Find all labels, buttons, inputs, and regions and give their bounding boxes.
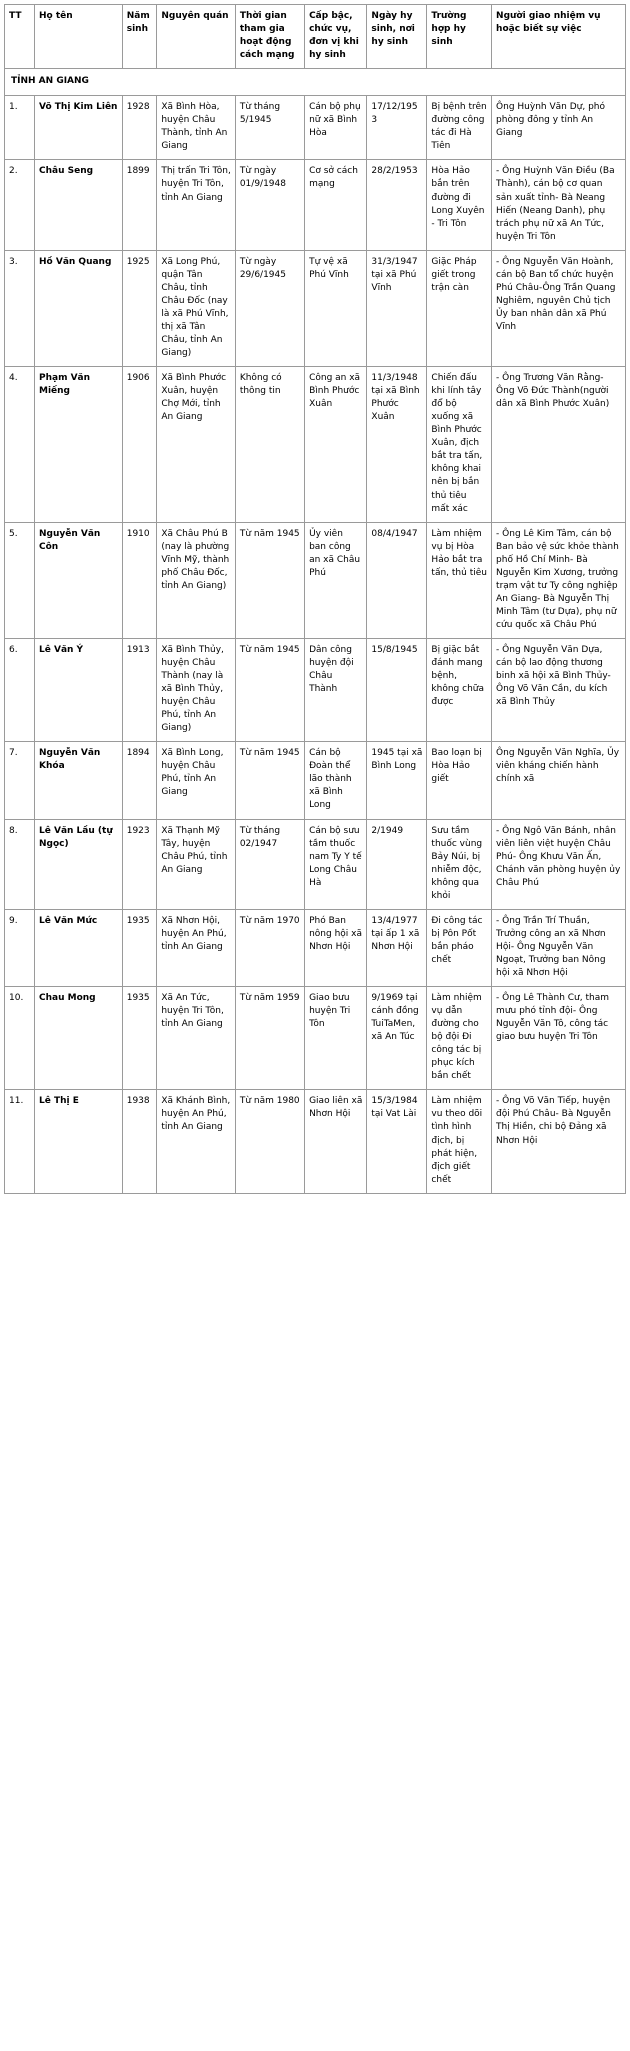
row-death-circumstance: Làm nhiệm vụ bị Hòa Hảo bắt tra tấn, thủ tiêu (427, 522, 492, 638)
row-activity-period: Từ năm 1945 (235, 638, 304, 741)
row-death-date-place: 17/12/1953 (367, 96, 427, 160)
row-activity-period: Từ tháng 5/1945 (235, 96, 304, 160)
table-header (5, 5, 626, 69)
row-activity-period: Từ năm 1980 (235, 1090, 304, 1193)
column-header-name: Họ tên (35, 5, 123, 69)
row-name: Hồ Văn Quang (35, 250, 123, 366)
row-witness: Ông Nguyễn Văn Nghĩa, Ủy viên kháng chiến hành chính xã (492, 742, 626, 819)
row-death-circumstance: Làm nhiệm vu theo dõi tình hình địch, bị phát hiện, địch giết chết (427, 1090, 492, 1193)
row-activity-period: Từ năm 1970 (235, 909, 304, 986)
table-row (5, 1090, 626, 1193)
row-origin: Xã Nhơn Hội, huyện An Phú, tỉnh An Giang (157, 909, 235, 986)
row-origin: Xã Khánh Bình, huyện An Phú, tỉnh An Giang (157, 1090, 235, 1193)
row-witness: - Ông Võ Văn Tiếp, huyện đội Phú Châu- Bà Nguyễn Thị Hiền, chi bộ Đảng xã Nhơn Hội (492, 1090, 626, 1193)
row-activity-period: Không có thông tin (235, 367, 304, 523)
row-death-date-place: 9/1969 tại cánh đồng TuiTaMen, xã An Túc (367, 987, 427, 1090)
row-origin: Xã Bình Phước Xuân, huyện Chợ Mới, tỉnh An Giang (157, 367, 235, 523)
row-name: Châu Seng (35, 160, 123, 250)
row-witness: - Ông Lê Kim Tâm, cán bộ Ban bảo vệ sức khỏe thành phố Hồ Chí Minh- Bà Nguyễn Kim Xương, trưởng trạm vật tư Ty công nghiệp An Giang- Bà Nguyễn Thị Minh Tâm (tư Dựa), phụ nữ cứu quốc xã Châu Phú (492, 522, 626, 638)
row-death-date-place: 15/8/1945 (367, 638, 427, 741)
row-death-date-place: 13/4/1977 tại ấp 1 xã Nhơn Hội (367, 909, 427, 986)
row-witness: - Ông Huỳnh Văn Điều (Ba Thành), cán bộ cơ quan sản xuất tỉnh- Bà Neang Hiến (Neang Danh), phụ trách phụ nữ xã An Tức, huyện Tri Tôn (492, 160, 626, 250)
row-index: 7. (5, 742, 35, 819)
row-rank-unit: Phó Ban nông hội xã Nhơn Hội (305, 909, 367, 986)
row-rank-unit: Cơ sở cách mạng (305, 160, 367, 250)
row-death-circumstance: Làm nhiệm vụ dẫn đường cho bộ đội Đi công tác bị phục kích bắn chết (427, 987, 492, 1090)
row-death-date-place: 2/1949 (367, 819, 427, 909)
row-index: 10. (5, 987, 35, 1090)
row-birth-year: 1899 (122, 160, 157, 250)
row-index: 9. (5, 909, 35, 986)
row-index: 11. (5, 1090, 35, 1193)
martyrs-table (4, 4, 626, 1194)
row-name: Võ Thị Kim Liên (35, 96, 123, 160)
row-name: Nguyễn Văn Khóa (35, 742, 123, 819)
row-rank-unit: Cán bộ sưu tầm thuốc nam Ty Y tế Long Châu Hà (305, 819, 367, 909)
table-row (5, 522, 626, 638)
row-name: Nguyễn Văn Côn (35, 522, 123, 638)
section-title: TỈNH AN GIANG (5, 69, 626, 96)
table-body (5, 69, 626, 1194)
row-death-circumstance: Bao loạn bị Hòa Hảo giết (427, 742, 492, 819)
row-name: Phạm Văn Miếng (35, 367, 123, 523)
row-death-date-place: 31/3/1947 tại xã Phú Vĩnh (367, 250, 427, 366)
table-row (5, 96, 626, 160)
row-origin: Xã An Tức, huyện Tri Tôn, tỉnh An Giang (157, 987, 235, 1090)
row-rank-unit: Ủy viên ban công an xã Châu Phú (305, 522, 367, 638)
row-activity-period: Từ ngày 01/9/1948 (235, 160, 304, 250)
row-witness: - Ông Nguyễn Văn Dựa, cán bộ lao động thương binh xã hội xã Bình Thủy-Ông Võ Văn Cần, du kích xã Bình Thủy (492, 638, 626, 741)
table-row (5, 742, 626, 819)
row-death-circumstance: Đi công tác bị Pôn Pốt bắn pháo chết (427, 909, 492, 986)
row-birth-year: 1910 (122, 522, 157, 638)
column-header-death-circumstance: Trường hợp hy sinh (427, 5, 492, 69)
row-rank-unit: Tự vệ xã Phú Vĩnh (305, 250, 367, 366)
row-rank-unit: Giao bưu huyện Tri Tôn (305, 987, 367, 1090)
row-rank-unit: Công an xã Bình Phước Xuân (305, 367, 367, 523)
row-witness: - Ông Nguyễn Văn Hoành, cán bộ Ban tổ chức huyện Phú Châu-Ông Trần Quang Nghiêm, nguyên Chủ tịch Ủy ban nhân dân xã Phú Vĩnh (492, 250, 626, 366)
row-index: 6. (5, 638, 35, 741)
row-origin: Xã Thạnh Mỹ Tây, huyện Châu Phú, tỉnh An Giang (157, 819, 235, 909)
row-death-date-place: 15/3/1984 tại Vat Lài (367, 1090, 427, 1193)
row-name: Chau Mong (35, 987, 123, 1090)
table-row (5, 250, 626, 366)
row-death-date-place: 28/2/1953 (367, 160, 427, 250)
row-name: Lê Văn Mức (35, 909, 123, 986)
row-activity-period: Từ năm 1959 (235, 987, 304, 1090)
row-death-circumstance: Bị bệnh trên đường công tác đi Hà Tiên (427, 96, 492, 160)
row-birth-year: 1913 (122, 638, 157, 741)
row-witness: - Ông Trương Văn Rằng-Ông Võ Đức Thành(người dân xã Bình Phước Xuân) (492, 367, 626, 523)
row-death-date-place: 1945 tại xã Bình Long (367, 742, 427, 819)
row-witness: - Ông Trần Trí Thuần, Trưởng công an xã Nhơn Hội- Ông Nguyễn Văn Ngoạt, Trưởng ban Nông hội xã Nhơn Hội (492, 909, 626, 986)
row-index: 1. (5, 96, 35, 160)
row-origin: Xã Long Phú, quận Tân Châu, tỉnh Châu Đốc (nay là xã Phú Vĩnh, thị xã Tân Châu, tỉnh An Giang) (157, 250, 235, 366)
row-death-date-place: 08/4/1947 (367, 522, 427, 638)
table-row (5, 160, 626, 250)
row-death-circumstance: Bị giặc bắt đánh mang bệnh, không chữa được (427, 638, 492, 741)
row-activity-period: Từ năm 1945 (235, 742, 304, 819)
row-activity-period: Từ tháng 02/1947 (235, 819, 304, 909)
row-death-circumstance: Chiến đấu khi lính tây đổ bộ xuống xã Bình Phước Xuân, địch bắt tra tấn, không khai nên bị bắn thủ tiêu mất xác (427, 367, 492, 523)
row-birth-year: 1894 (122, 742, 157, 819)
table-row (5, 367, 626, 523)
table-row (5, 819, 626, 909)
row-origin: Xã Châu Phú B (nay là phường Vĩnh Mỹ, thành phố Châu Đốc, tỉnh An Giang) (157, 522, 235, 638)
row-index: 2. (5, 160, 35, 250)
row-index: 4. (5, 367, 35, 523)
row-rank-unit: Dân công huyện đội Châu Thành (305, 638, 367, 741)
column-header-origin: Nguyên quán (157, 5, 235, 69)
row-name: Lê Văn Ý (35, 638, 123, 741)
row-index: 5. (5, 522, 35, 638)
table-row (5, 909, 626, 986)
row-activity-period: Từ ngày 29/6/1945 (235, 250, 304, 366)
row-birth-year: 1935 (122, 987, 157, 1090)
row-witness: Ông Huỳnh Văn Dự, phó phòng đông y tỉnh An Giang (492, 96, 626, 160)
row-birth-year: 1906 (122, 367, 157, 523)
row-origin: Xã Bình Thủy, huyện Châu Thành (nay là xã Bình Thủy, huyện Châu Phú, tỉnh An Giang) (157, 638, 235, 741)
row-witness: - Ông Lê Thành Cư, tham mưu phó tỉnh đội- Ông Nguyễn Văn Tô, công tác giao bưu huyện Tri Tôn (492, 987, 626, 1090)
table-row (5, 638, 626, 741)
row-rank-unit: Cán bộ Đoàn thể lão thành xã Bình Long (305, 742, 367, 819)
row-witness: - Ông Ngô Văn Bánh, nhân viên liên việt huyện Châu Phú- Ông Khưu Văn Ấn, Chánh văn phòng huyện ủy Châu Phú (492, 819, 626, 909)
row-index: 8. (5, 819, 35, 909)
row-origin: Thị trấn Tri Tôn, huyện Tri Tôn, tỉnh An Giang (157, 160, 235, 250)
row-birth-year: 1935 (122, 909, 157, 986)
column-header-death-date-place: Ngày hy sinh, nơi hy sinh (367, 5, 427, 69)
row-rank-unit: Giao liên xã Nhơn Hội (305, 1090, 367, 1193)
table-row (5, 987, 626, 1090)
row-rank-unit: Cán bộ phụ nữ xã Bình Hòa (305, 96, 367, 160)
row-death-circumstance: Giặc Pháp giết trong trận càn (427, 250, 492, 366)
table-header-row (5, 5, 626, 69)
row-activity-period: Từ năm 1945 (235, 522, 304, 638)
column-header-witness: Người giao nhiệm vụ hoặc biết sự việc (492, 5, 626, 69)
column-header-tt: TT (5, 5, 35, 69)
column-header-rank-unit: Cấp bậc, chức vụ, đơn vị khi hy sinh (305, 5, 367, 69)
column-header-activity-period: Thời gian tham gia hoạt động cách mạng (235, 5, 304, 69)
row-birth-year: 1938 (122, 1090, 157, 1193)
row-origin: Xã Bình Hòa, huyện Châu Thành, tỉnh An Giang (157, 96, 235, 160)
column-header-birth-year: Năm sinh (122, 5, 157, 69)
row-birth-year: 1928 (122, 96, 157, 160)
row-birth-year: 1925 (122, 250, 157, 366)
row-death-circumstance: Sưu tầm thuốc vùng Bảy Núi, bị nhiễm độc, không qua khỏi (427, 819, 492, 909)
row-index: 3. (5, 250, 35, 366)
row-death-circumstance: Hòa Hảo bắn trên đường đi Long Xuyên - Tri Tôn (427, 160, 492, 250)
row-name: Lê Văn Lầu (tự Ngọc) (35, 819, 123, 909)
row-birth-year: 1923 (122, 819, 157, 909)
row-name: Lê Thị E (35, 1090, 123, 1193)
row-death-date-place: 11/3/1948 tại xã Bình Phước Xuân (367, 367, 427, 523)
section-row-province (5, 69, 626, 96)
row-origin: Xã Bình Long, huyện Châu Phú, tỉnh An Giang (157, 742, 235, 819)
